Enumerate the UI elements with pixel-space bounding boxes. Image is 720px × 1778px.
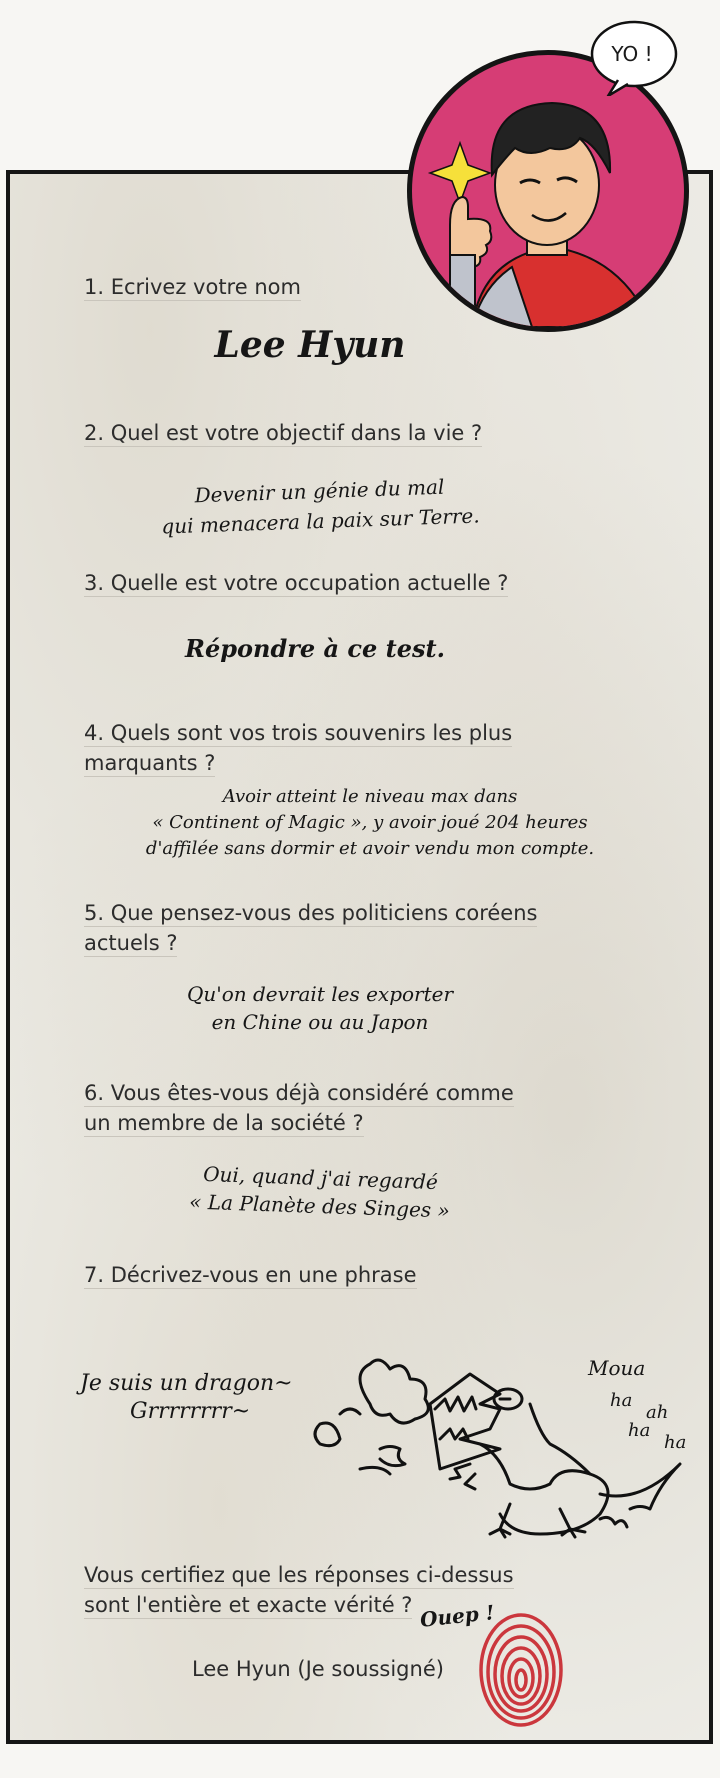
question-2: 2. Quel est votre objectif dans la vie ? xyxy=(84,421,483,445)
question-7: 7. Décrivez-vous en une phrase xyxy=(84,1263,417,1287)
answer-4-line-3: d'affilée sans dormir et avoir vendu mon compte. xyxy=(145,838,595,859)
answer-4-line-2: « Continent of Magic », y avoir joué 204 heures xyxy=(152,812,588,833)
certification-question: Vous certifiez que les réponses ci-dessus sont l'entière et exacte vérité ? xyxy=(84,1563,514,1617)
speech-bubble xyxy=(588,18,688,96)
certification-answer: Ouep ! xyxy=(418,1600,496,1632)
answer-2-line-1: Devenir un génie du mal xyxy=(194,474,445,508)
laugh-ha-1: ha xyxy=(610,1390,633,1411)
fire-puff-icon xyxy=(315,1423,340,1446)
answer-5 xyxy=(160,980,480,1036)
answer-4 xyxy=(100,784,640,862)
answer-5-line-1: Qu'on devrait les exporter xyxy=(186,982,454,1006)
answer-5-line-2: en Chine ou au Japon xyxy=(211,1010,429,1034)
answer-1: Lee Hyun xyxy=(214,324,406,366)
answer-7-line-1: Je suis un dragon~ xyxy=(80,1371,293,1396)
question-5: 5. Que pensez-vous des politiciens coréens actuels ? xyxy=(84,901,538,955)
question-4: 4. Quels sont vos trois souvenirs les plus marquants ? xyxy=(84,721,513,775)
answer-4-line-1: Avoir atteint le niveau max dans xyxy=(222,786,518,807)
sparkle-icon xyxy=(430,143,490,203)
laugh-ha-3: ha xyxy=(664,1432,687,1453)
answer-2-line-2: qui menacera la paix sur Terre. xyxy=(161,503,481,539)
laugh-moua: Moua xyxy=(588,1356,646,1380)
fire-cloud-icon xyxy=(360,1360,428,1423)
question-3: 3. Quelle est votre occupation actuelle ? xyxy=(84,571,509,595)
laugh-ha-2: ha xyxy=(628,1420,651,1441)
questionnaire-sheet xyxy=(6,170,713,1744)
answer-2 xyxy=(139,470,501,543)
answer-6-line-1: Oui, quand j'ai regardé xyxy=(202,1161,439,1195)
laugh-ah: ah xyxy=(646,1402,669,1423)
signature-name: Lee Hyun (Je soussigné) xyxy=(192,1657,444,1681)
speech-bubble-text: YO ! xyxy=(611,42,653,66)
answer-6 xyxy=(149,1158,491,1226)
question-6: 6. Vous êtes-vous déjà considéré comme un membre de la société ? xyxy=(84,1081,514,1135)
answer-7-line-2: Grrrrrrrr~ xyxy=(130,1399,251,1424)
question-1: 1. Ecrivez votre nom xyxy=(84,275,301,299)
answer-6-line-2: « La Planète des Singes » xyxy=(188,1189,451,1223)
answer-3: Répondre à ce test. xyxy=(185,634,445,663)
answer-7 xyxy=(80,1370,300,1426)
fingerprint-icon xyxy=(476,1610,566,1730)
